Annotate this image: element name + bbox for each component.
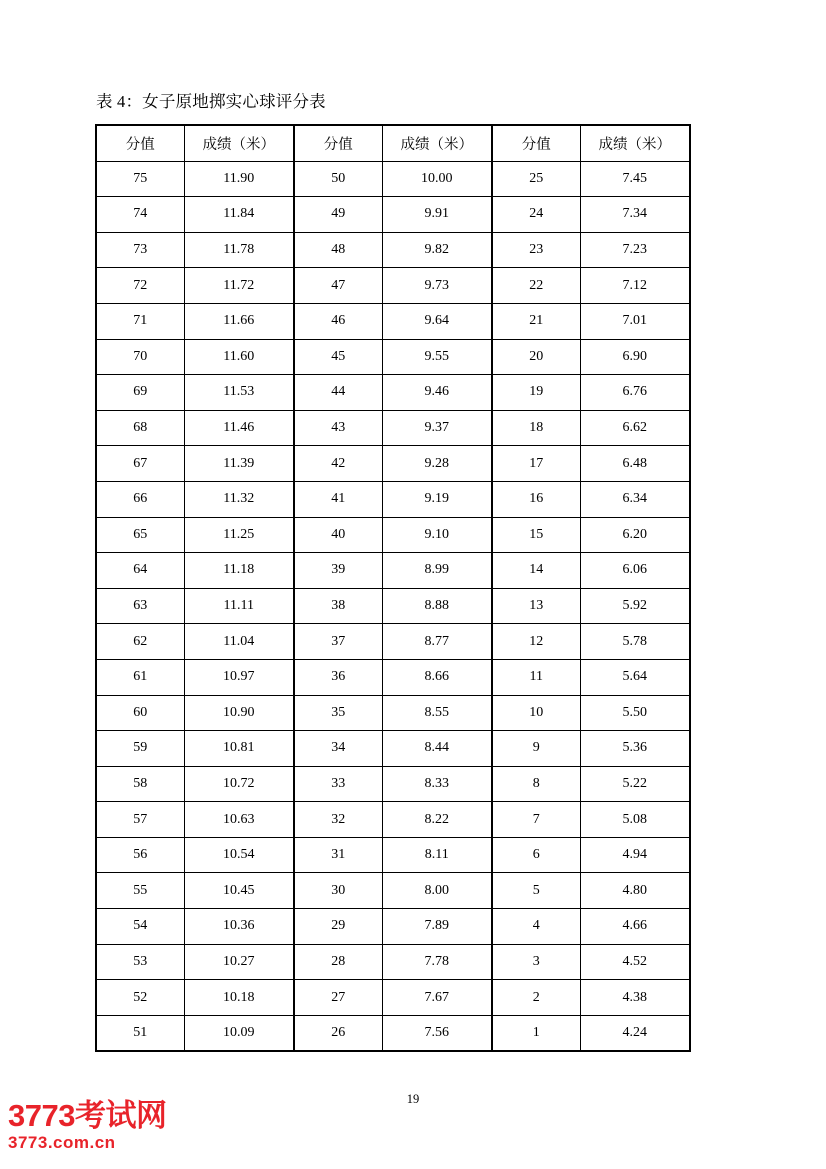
distance-value-cell: 11.04: [184, 624, 294, 660]
table-row: [96, 873, 690, 909]
distance-value-cell: 10.54: [184, 837, 294, 873]
score-value-cell: 43: [294, 410, 382, 446]
score-value-cell: 56: [96, 837, 184, 873]
score-value-cell: 48: [294, 232, 382, 268]
distance-value-cell: 6.90: [580, 339, 690, 375]
distance-value-cell: 9.19: [382, 481, 492, 517]
score-value-cell: 70: [96, 339, 184, 375]
score-value-cell: 32: [294, 802, 382, 838]
score-value-cell: 10: [492, 695, 580, 731]
column-header: 分值: [492, 125, 580, 161]
distance-value-cell: 8.55: [382, 695, 492, 731]
score-value-cell: 1: [492, 1015, 580, 1051]
score-table: [95, 124, 691, 1052]
distance-value-cell: 8.66: [382, 659, 492, 695]
distance-value-cell: 9.28: [382, 446, 492, 482]
watermark-sub-text: 3773.com.cn: [8, 1132, 116, 1152]
table-row: [96, 197, 690, 233]
score-value-cell: 69: [96, 375, 184, 411]
distance-value-cell: 10.72: [184, 766, 294, 802]
score-value-cell: 74: [96, 197, 184, 233]
score-value-cell: 37: [294, 624, 382, 660]
distance-value-cell: 7.56: [382, 1015, 492, 1051]
distance-value-cell: 11.32: [184, 481, 294, 517]
distance-value-cell: 11.53: [184, 375, 294, 411]
page-number: 19: [406, 1092, 420, 1106]
score-value-cell: 17: [492, 446, 580, 482]
score-value-cell: 60: [96, 695, 184, 731]
distance-value-cell: 6.20: [580, 517, 690, 553]
score-value-cell: 15: [492, 517, 580, 553]
score-value-cell: 7: [492, 802, 580, 838]
score-value-cell: 31: [294, 837, 382, 873]
table-row: [96, 161, 690, 197]
score-value-cell: 29: [294, 909, 382, 945]
distance-value-cell: 8.44: [382, 731, 492, 767]
distance-value-cell: 10.27: [184, 944, 294, 980]
table-row: [96, 268, 690, 304]
distance-value-cell: 7.78: [382, 944, 492, 980]
table-row: [96, 481, 690, 517]
score-value-cell: 58: [96, 766, 184, 802]
table-row: [96, 232, 690, 268]
table-row: [96, 980, 690, 1016]
distance-value-cell: 8.33: [382, 766, 492, 802]
distance-value-cell: 5.08: [580, 802, 690, 838]
distance-value-cell: 10.09: [184, 1015, 294, 1051]
distance-value-cell: 11.90: [184, 161, 294, 197]
table-row: [96, 766, 690, 802]
score-value-cell: 40: [294, 517, 382, 553]
distance-value-cell: 5.36: [580, 731, 690, 767]
distance-value-cell: 8.99: [382, 553, 492, 589]
distance-value-cell: 11.60: [184, 339, 294, 375]
score-value-cell: 6: [492, 837, 580, 873]
score-value-cell: 42: [294, 446, 382, 482]
distance-value-cell: 9.82: [382, 232, 492, 268]
distance-value-cell: 5.50: [580, 695, 690, 731]
score-value-cell: 53: [96, 944, 184, 980]
distance-value-cell: 4.80: [580, 873, 690, 909]
score-value-cell: 34: [294, 731, 382, 767]
distance-value-cell: 9.46: [382, 375, 492, 411]
score-value-cell: 47: [294, 268, 382, 304]
score-value-cell: 16: [492, 481, 580, 517]
table-row: [96, 303, 690, 339]
table-row: [96, 909, 690, 945]
score-value-cell: 33: [294, 766, 382, 802]
score-value-cell: 72: [96, 268, 184, 304]
distance-value-cell: 4.52: [580, 944, 690, 980]
score-value-cell: 36: [294, 659, 382, 695]
score-value-cell: 45: [294, 339, 382, 375]
score-value-cell: 21: [492, 303, 580, 339]
table-row: [96, 517, 690, 553]
score-value-cell: 65: [96, 517, 184, 553]
score-value-cell: 63: [96, 588, 184, 624]
table-row: [96, 695, 690, 731]
distance-value-cell: 10.63: [184, 802, 294, 838]
distance-value-cell: 11.84: [184, 197, 294, 233]
score-value-cell: 71: [96, 303, 184, 339]
table-row: [96, 802, 690, 838]
column-header: 成绩（米）: [184, 125, 294, 161]
distance-value-cell: 7.45: [580, 161, 690, 197]
score-value-cell: 26: [294, 1015, 382, 1051]
table-row: [96, 659, 690, 695]
column-header: 成绩（米）: [580, 125, 690, 161]
distance-value-cell: 5.78: [580, 624, 690, 660]
distance-value-cell: 9.64: [382, 303, 492, 339]
distance-value-cell: 6.48: [580, 446, 690, 482]
table-header-row: [96, 125, 690, 161]
distance-value-cell: 11.72: [184, 268, 294, 304]
distance-value-cell: 6.06: [580, 553, 690, 589]
table-row: [96, 731, 690, 767]
score-value-cell: 50: [294, 161, 382, 197]
table-row: [96, 944, 690, 980]
distance-value-cell: 9.91: [382, 197, 492, 233]
score-value-cell: 73: [96, 232, 184, 268]
distance-value-cell: 11.11: [184, 588, 294, 624]
score-value-cell: 19: [492, 375, 580, 411]
distance-value-cell: 8.88: [382, 588, 492, 624]
distance-value-cell: 7.12: [580, 268, 690, 304]
distance-value-cell: 9.37: [382, 410, 492, 446]
score-value-cell: 24: [492, 197, 580, 233]
distance-value-cell: 4.38: [580, 980, 690, 1016]
score-value-cell: 20: [492, 339, 580, 375]
score-value-cell: 3: [492, 944, 580, 980]
score-value-cell: 75: [96, 161, 184, 197]
score-value-cell: 44: [294, 375, 382, 411]
score-value-cell: 49: [294, 197, 382, 233]
distance-value-cell: 8.77: [382, 624, 492, 660]
distance-value-cell: 5.92: [580, 588, 690, 624]
distance-value-cell: 11.78: [184, 232, 294, 268]
site-watermark: [8, 1100, 166, 1151]
score-value-cell: 8: [492, 766, 580, 802]
score-value-cell: 68: [96, 410, 184, 446]
distance-value-cell: 10.45: [184, 873, 294, 909]
score-value-cell: 61: [96, 659, 184, 695]
distance-value-cell: 9.55: [382, 339, 492, 375]
distance-value-cell: 9.73: [382, 268, 492, 304]
score-value-cell: 59: [96, 731, 184, 767]
distance-value-cell: 6.34: [580, 481, 690, 517]
score-value-cell: 46: [294, 303, 382, 339]
score-value-cell: 30: [294, 873, 382, 909]
table-row: [96, 375, 690, 411]
score-value-cell: 67: [96, 446, 184, 482]
distance-value-cell: 11.66: [184, 303, 294, 339]
score-value-cell: 28: [294, 944, 382, 980]
score-value-cell: 51: [96, 1015, 184, 1051]
score-value-cell: 57: [96, 802, 184, 838]
distance-value-cell: 5.64: [580, 659, 690, 695]
distance-value-cell: 8.22: [382, 802, 492, 838]
distance-value-cell: 10.90: [184, 695, 294, 731]
distance-value-cell: 4.94: [580, 837, 690, 873]
distance-value-cell: 7.89: [382, 909, 492, 945]
distance-value-cell: 8.00: [382, 873, 492, 909]
distance-value-cell: 4.66: [580, 909, 690, 945]
page-title: 表 4：女子原地掷实心球评分表: [96, 92, 326, 111]
score-value-cell: 66: [96, 481, 184, 517]
distance-value-cell: 6.76: [580, 375, 690, 411]
score-value-cell: 9: [492, 731, 580, 767]
table-row: [96, 624, 690, 660]
score-value-cell: 41: [294, 481, 382, 517]
distance-value-cell: 7.34: [580, 197, 690, 233]
distance-value-cell: 5.22: [580, 766, 690, 802]
score-value-cell: 52: [96, 980, 184, 1016]
distance-value-cell: 11.46: [184, 410, 294, 446]
score-value-cell: 23: [492, 232, 580, 268]
score-value-cell: 25: [492, 161, 580, 197]
score-value-cell: 62: [96, 624, 184, 660]
distance-value-cell: 6.62: [580, 410, 690, 446]
score-value-cell: 39: [294, 553, 382, 589]
distance-value-cell: 8.11: [382, 837, 492, 873]
score-value-cell: 54: [96, 909, 184, 945]
table-row: [96, 588, 690, 624]
distance-value-cell: 10.81: [184, 731, 294, 767]
distance-value-cell: 7.23: [580, 232, 690, 268]
table-row: [96, 553, 690, 589]
score-value-cell: 27: [294, 980, 382, 1016]
distance-value-cell: 9.10: [382, 517, 492, 553]
distance-value-cell: 10.97: [184, 659, 294, 695]
column-header: 分值: [96, 125, 184, 161]
distance-value-cell: 11.25: [184, 517, 294, 553]
score-value-cell: 35: [294, 695, 382, 731]
score-value-cell: 38: [294, 588, 382, 624]
table-row: [96, 339, 690, 375]
score-value-cell: 18: [492, 410, 580, 446]
score-value-cell: 12: [492, 624, 580, 660]
score-value-cell: 22: [492, 268, 580, 304]
distance-value-cell: 11.39: [184, 446, 294, 482]
watermark-main-text: 3773考试网: [8, 1098, 167, 1133]
column-header: 分值: [294, 125, 382, 161]
score-value-cell: 5: [492, 873, 580, 909]
distance-value-cell: 10.18: [184, 980, 294, 1016]
table-row: [96, 446, 690, 482]
score-value-cell: 14: [492, 553, 580, 589]
score-value-cell: 11: [492, 659, 580, 695]
score-value-cell: 13: [492, 588, 580, 624]
score-value-cell: 64: [96, 553, 184, 589]
table-row: [96, 837, 690, 873]
distance-value-cell: 7.67: [382, 980, 492, 1016]
score-value-cell: 2: [492, 980, 580, 1016]
column-header: 成绩（米）: [382, 125, 492, 161]
distance-value-cell: 7.01: [580, 303, 690, 339]
score-table-body: [96, 125, 690, 1051]
table-row: [96, 410, 690, 446]
score-value-cell: 4: [492, 909, 580, 945]
distance-value-cell: 11.18: [184, 553, 294, 589]
table-row: [96, 1015, 690, 1051]
distance-value-cell: 10.00: [382, 161, 492, 197]
distance-value-cell: 10.36: [184, 909, 294, 945]
distance-value-cell: 4.24: [580, 1015, 690, 1051]
score-value-cell: 55: [96, 873, 184, 909]
